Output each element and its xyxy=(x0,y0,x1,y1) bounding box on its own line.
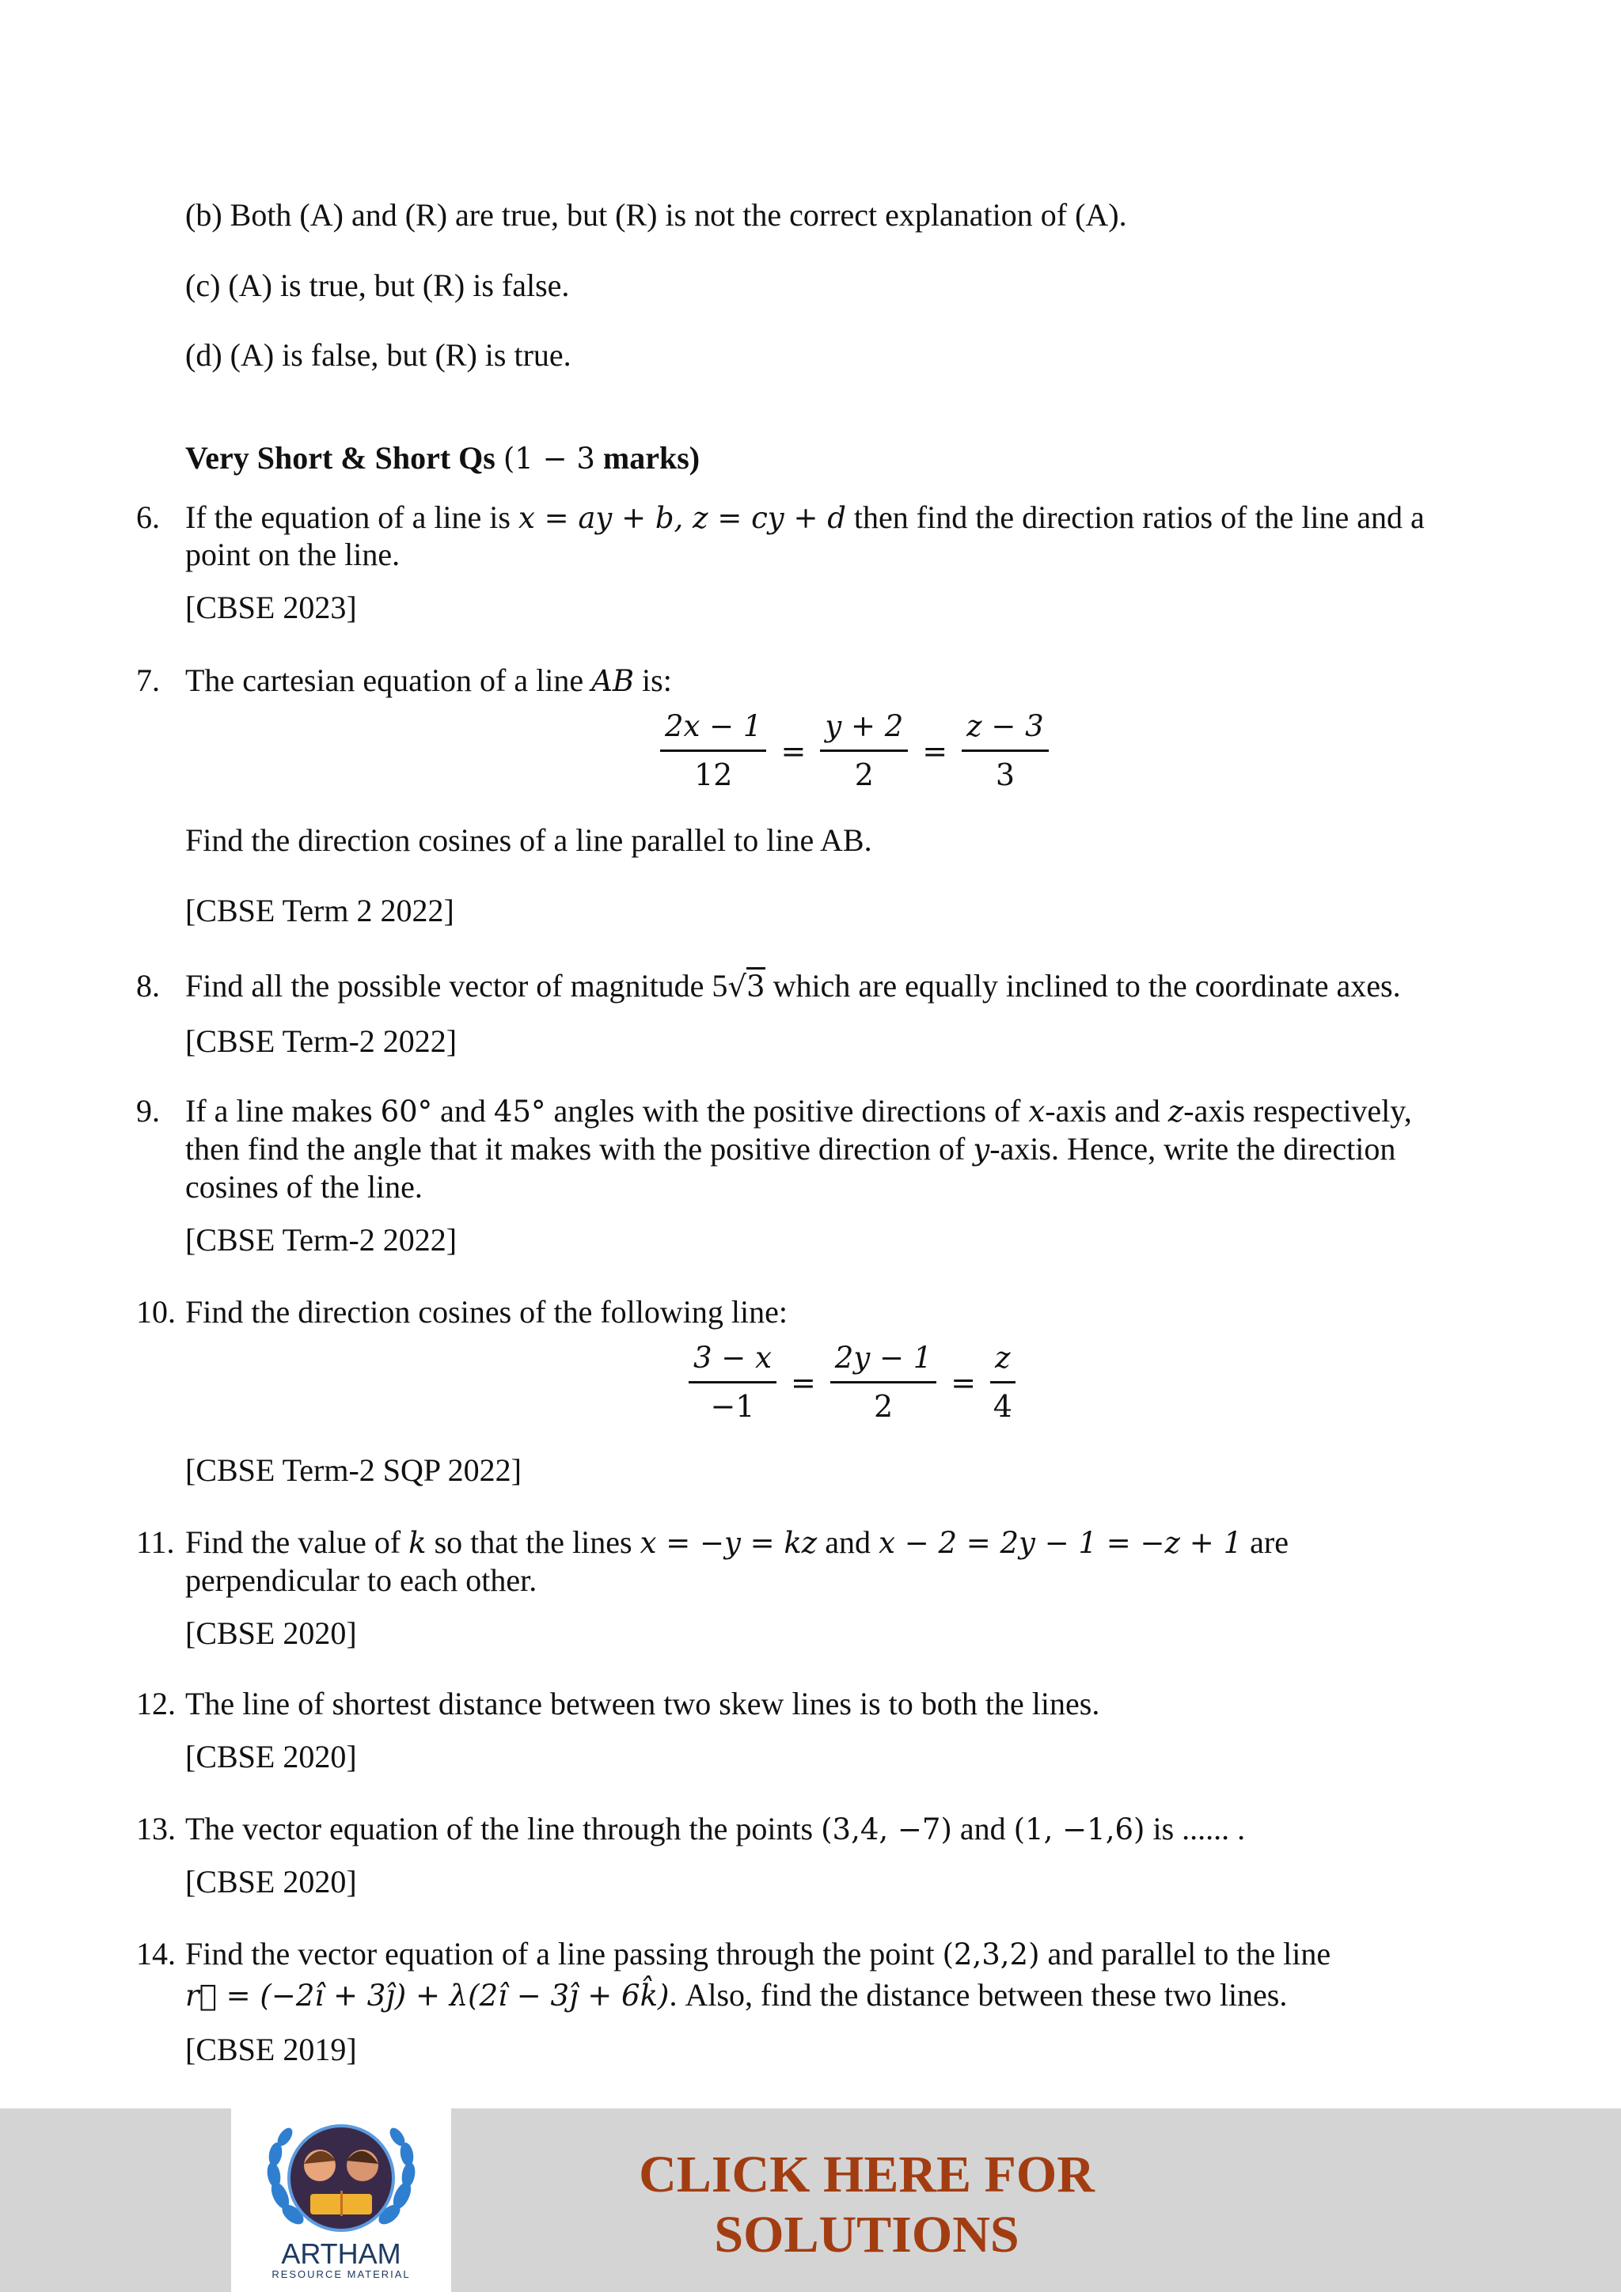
artham-logo xyxy=(231,2108,451,2292)
q14-line2 xyxy=(185,1976,1287,2015)
q10-fraction-2 xyxy=(830,1340,937,1425)
section-title: Very Short & Short Qs xyxy=(185,440,495,476)
sqrt-symbol: √ xyxy=(727,970,747,1004)
q6-text: If the equation of a line is xyxy=(185,499,518,535)
q14-line1 xyxy=(185,1935,1331,1974)
q10-f1-denominator: −1 xyxy=(710,1389,755,1424)
q10-line-equation xyxy=(689,1340,1015,1425)
q14-point: (2,3,2) xyxy=(942,1937,1040,1972)
q9-var-y: y xyxy=(973,1133,990,1167)
q8-number: 8. xyxy=(136,968,160,1004)
q13-point-1: (3,4, −7) xyxy=(821,1812,952,1846)
equals-sign: = xyxy=(951,1364,977,1400)
q7-fraction-1 xyxy=(660,708,766,793)
q14-number: 14. xyxy=(136,1936,176,1972)
logo-subtitle: RESOURCE MATERIAL xyxy=(271,2268,411,2280)
q7-f1-numerator: 2x − 1 xyxy=(660,708,766,752)
q11-line1 xyxy=(185,1524,1289,1562)
q13-point-2: (1, −1,6) xyxy=(1013,1812,1145,1846)
q11-var-k: k xyxy=(408,1526,427,1560)
cta-line-1[interactable]: CLICK HERE FOR xyxy=(639,2146,1095,2203)
q6-number: 6. xyxy=(136,499,160,535)
q10-number: 10. xyxy=(136,1294,176,1330)
q9-text: If a line makes xyxy=(185,1093,381,1129)
q7-f3-numerator: z − 3 xyxy=(962,708,1049,752)
q9-var-z: z xyxy=(1167,1095,1184,1129)
cta-line-2[interactable]: SOLUTIONS xyxy=(714,2206,1019,2264)
q7-f1-denominator: 12 xyxy=(694,757,733,792)
q7-line1 xyxy=(185,662,672,700)
q6-equation: x = ay + b, z = cy + d xyxy=(518,501,846,535)
q11-text: Find the value of xyxy=(185,1524,409,1560)
q9-source: [CBSE Term-2 2022] xyxy=(185,1222,457,1258)
q10-f2-denominator: 2 xyxy=(873,1389,894,1424)
q6-text-cont: then find the direction ratios of the line and a xyxy=(845,499,1425,535)
q10-line1: Find the direction cosines of the following line: xyxy=(185,1294,788,1330)
q9-angle-z: 45° xyxy=(493,1095,546,1129)
q7-f2-numerator: y + 2 xyxy=(820,708,908,752)
q10-fraction-3 xyxy=(990,1340,1015,1425)
section-marks-word: marks) xyxy=(602,440,700,476)
q8-radicand: 3 xyxy=(746,967,765,1004)
q9-line2 xyxy=(185,1130,1395,1169)
q8-line1 xyxy=(185,967,1401,1006)
q9-number: 9. xyxy=(136,1093,160,1129)
q10-f1-numerator: 3 − x xyxy=(689,1340,776,1383)
q9-line3: cosines of the line. xyxy=(185,1169,423,1205)
q7-fraction-3 xyxy=(962,708,1049,793)
q10-f2-numerator: 2y − 1 xyxy=(830,1340,937,1383)
q7-f3-denominator: 3 xyxy=(995,757,1015,792)
option-d: (d) (A) is false, but (R) is true. xyxy=(185,337,571,373)
q9-text: angles with the positive directions of xyxy=(545,1093,1029,1129)
q7-fraction-2 xyxy=(820,708,908,793)
section-heading xyxy=(185,439,700,478)
q10-fraction-1 xyxy=(689,1340,776,1425)
q11-text: so that the lines xyxy=(426,1524,640,1560)
section-marks-range: (1 − 3 xyxy=(503,442,595,476)
q14-vector-equation: r⃗ = (−2î + 3ĵ) + λ(2î − 3ĵ + 6k̂) xyxy=(185,1979,670,2013)
q13-text-part: and xyxy=(951,1811,1014,1846)
q6-line1 xyxy=(185,499,1425,537)
q9-line1 xyxy=(185,1092,1412,1131)
q7-f2-denominator: 2 xyxy=(854,757,874,792)
q12-text: The line of shortest distance between two skew lines is to both the lines. xyxy=(185,1686,1100,1721)
q13-text xyxy=(185,1810,1245,1849)
q9-text: -axis and xyxy=(1045,1093,1168,1129)
q7-line-name: AB xyxy=(591,664,635,698)
q11-text: are xyxy=(1242,1524,1289,1560)
q14-text: Find the vector equation of a line passing through the point xyxy=(185,1936,943,1972)
q9-angle-x: 60° xyxy=(380,1095,433,1129)
q10-f3-numerator: z xyxy=(990,1340,1015,1383)
q7-instruction: Find the direction cosines of a line parallel to line AB. xyxy=(185,822,872,858)
equals-sign: = xyxy=(922,733,948,768)
q7-source: [CBSE Term 2 2022] xyxy=(185,893,454,928)
q7-cartesian-equation xyxy=(660,708,1049,793)
option-b: (b) Both (A) and (R) are true, but (R) is not the correct explanation of (A). xyxy=(185,197,1127,233)
q14-text: . Also, find the distance between these two lines. xyxy=(669,1977,1288,2013)
q14-source: [CBSE 2019] xyxy=(185,2032,357,2067)
q7-text: The cartesian equation of a line xyxy=(185,662,592,698)
q6-source: [CBSE 2023] xyxy=(185,590,357,625)
q13-source: [CBSE 2020] xyxy=(185,1864,357,1899)
q8-text-cont: which are equally inclined to the coordinate axes. xyxy=(765,968,1401,1004)
equals-sign: = xyxy=(790,1364,816,1400)
q11-number: 11. xyxy=(136,1524,175,1560)
q13-text-part: The vector equation of the line through the points xyxy=(185,1811,822,1846)
q8-text: Find all the possible vector of magnitude 5 xyxy=(185,968,728,1004)
q13-number: 13. xyxy=(136,1811,176,1846)
q14-text: and parallel to the line xyxy=(1039,1936,1331,1972)
q11-text: and xyxy=(817,1524,879,1560)
logo-emblem-icon xyxy=(231,2108,451,2292)
q9-var-x: x xyxy=(1028,1095,1046,1129)
q9-text: and xyxy=(432,1093,494,1129)
q11-line2: perpendicular to each other. xyxy=(185,1562,537,1598)
q10-source: [CBSE Term-2 SQP 2022] xyxy=(185,1452,522,1488)
q12-number: 12. xyxy=(136,1686,176,1721)
q9-text: then find the angle that it makes with the positive direction of xyxy=(185,1131,974,1167)
q7-number: 7. xyxy=(136,662,160,698)
q10-f3-denominator: 4 xyxy=(993,1389,1012,1424)
q11-source: [CBSE 2020] xyxy=(185,1615,357,1651)
q11-line1-equation: x = −y = kz xyxy=(640,1526,818,1560)
q7-text-cont: is: xyxy=(634,662,672,698)
q11-line2-equation: x − 2 = 2y − 1 = −z + 1 xyxy=(879,1526,1243,1560)
q8-source: [CBSE Term-2 2022] xyxy=(185,1023,457,1059)
q9-text: -axis respectively, xyxy=(1183,1093,1412,1129)
logo-wordmark: ARTHAM xyxy=(281,2237,401,2270)
q9-text: -axis. Hence, write the direction xyxy=(989,1131,1396,1167)
solutions-link[interactable] xyxy=(602,2145,1132,2265)
equals-sign: = xyxy=(780,733,807,768)
q13-text-part: is ...... . xyxy=(1145,1811,1246,1846)
option-c: (c) (A) is true, but (R) is false. xyxy=(185,268,570,303)
q6-line2: point on the line. xyxy=(185,537,401,572)
q12-source: [CBSE 2020] xyxy=(185,1739,357,1774)
